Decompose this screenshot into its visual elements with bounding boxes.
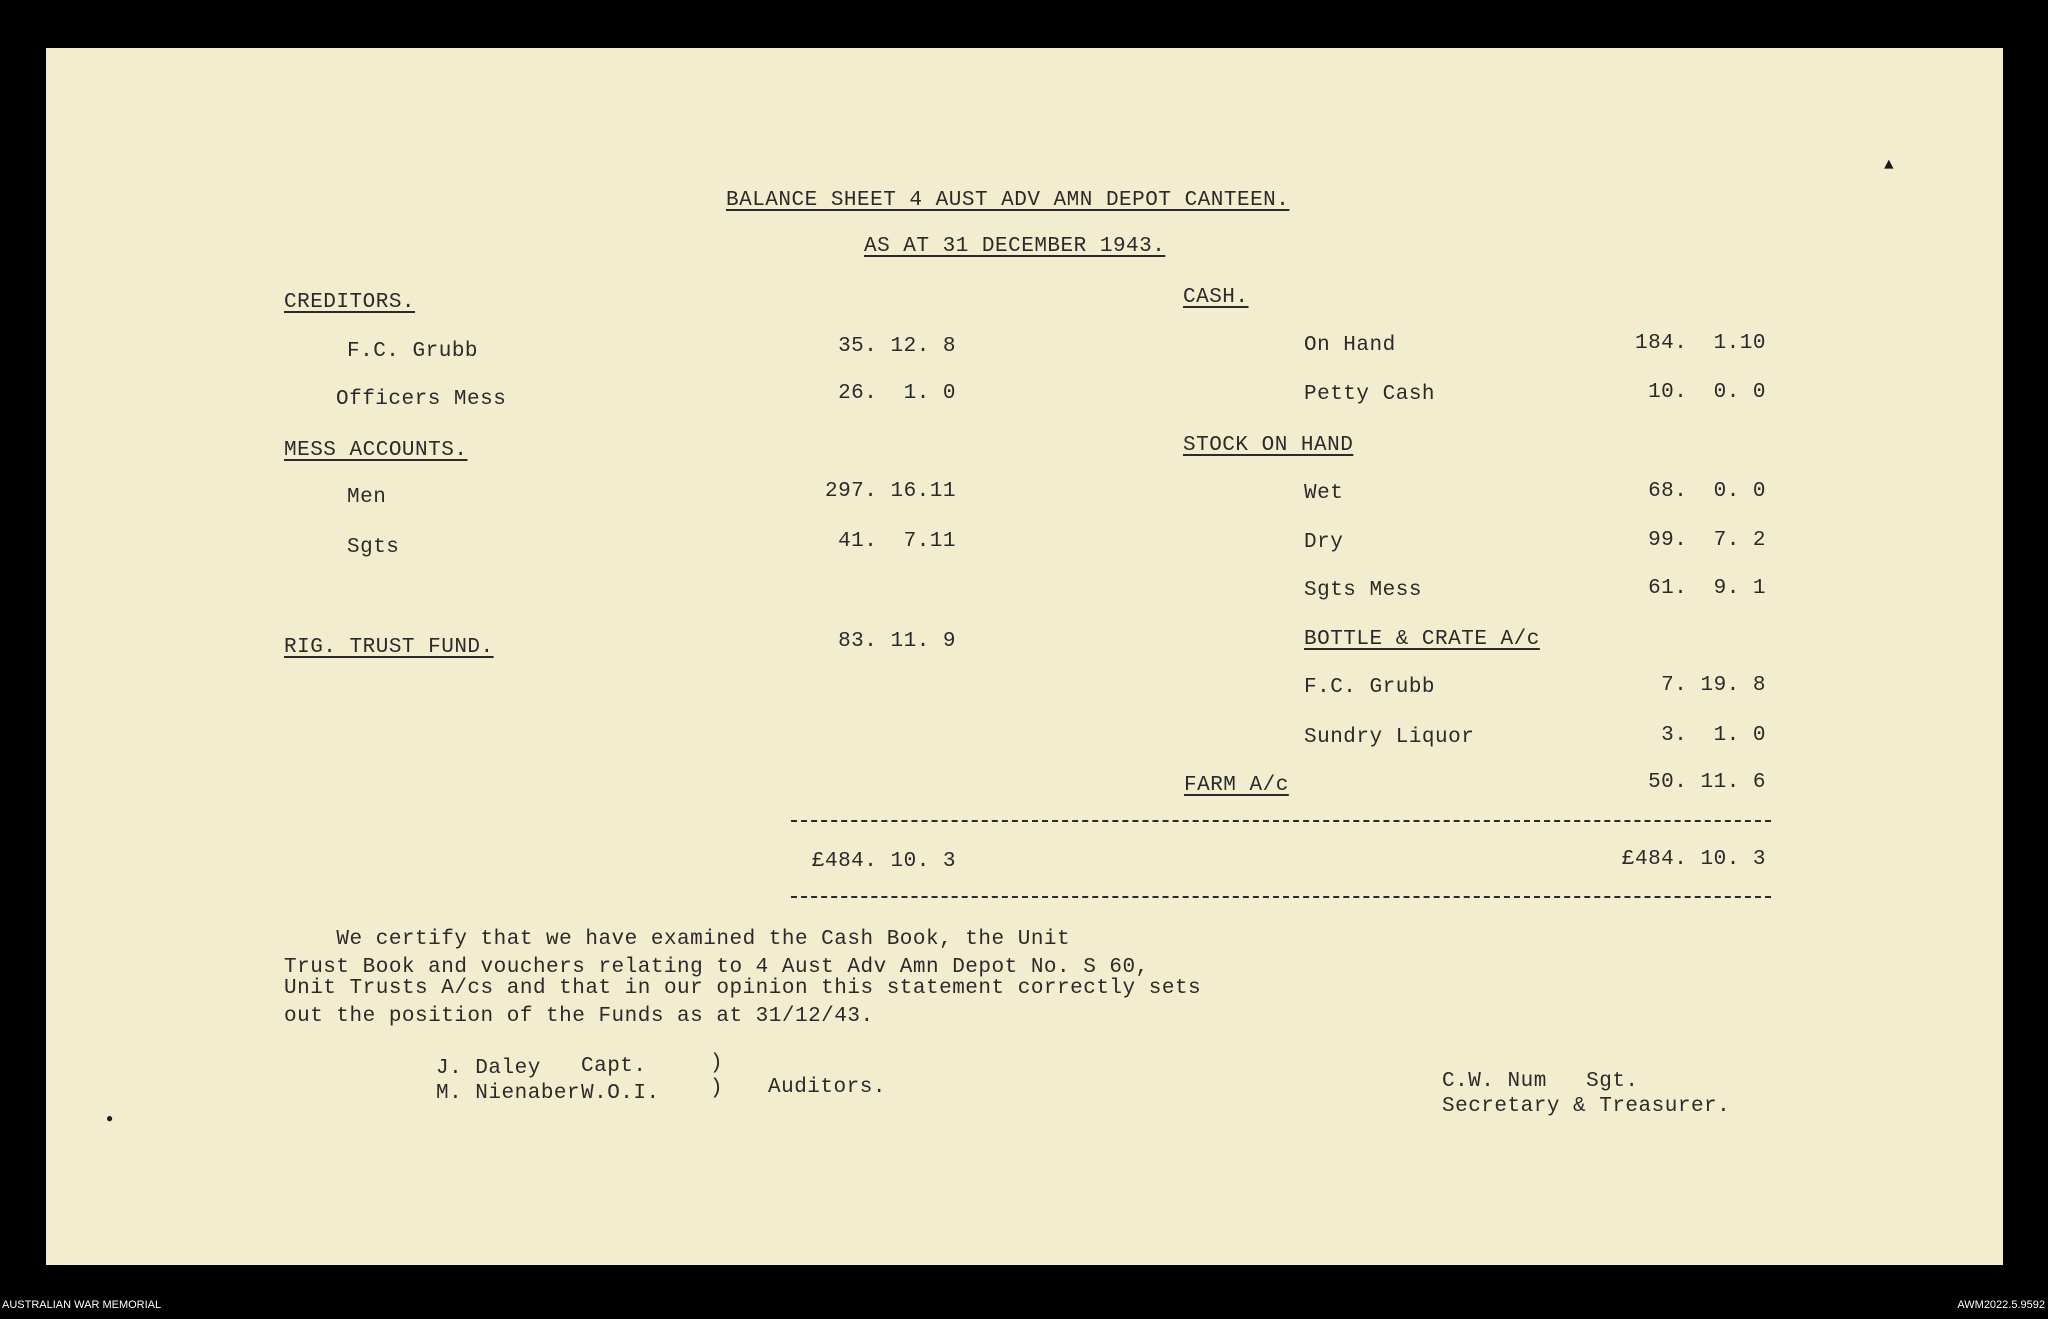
cash-amount: 184. 1.10	[1634, 332, 1766, 355]
auditor-rank: Capt.	[581, 1055, 647, 1078]
bottle-crate-amount: 3. 1. 0	[1661, 724, 1766, 747]
mess-account-name: Sgts	[347, 536, 400, 559]
mess-account-amount: 41. 7.11	[838, 530, 956, 553]
document-subtitle: AS AT 31 DECEMBER 1943.	[864, 235, 1166, 258]
mess-account-amount: 297. 16.11	[824, 480, 956, 503]
document-page	[46, 48, 2003, 1265]
mess-accounts-heading: MESS ACCOUNTS.	[284, 439, 468, 462]
cash-heading: CASH.	[1183, 286, 1249, 309]
bracket: )	[710, 1052, 724, 1075]
ink-mark: ▲	[1884, 156, 1894, 174]
certification-line: out the position of the Funds as at 31/12/43.	[284, 1005, 874, 1028]
auditors-label: Auditors.	[768, 1076, 886, 1099]
cash-amount: 10. 0. 0	[1648, 381, 1766, 404]
total-rule-bottom	[791, 896, 1771, 898]
farm-amount: 50. 11. 6	[1648, 771, 1766, 794]
cash-name: On Hand	[1304, 334, 1396, 357]
right-total: £484. 10. 3	[1621, 848, 1766, 871]
footer-reference: AWM2022.5.9592	[1957, 1299, 2045, 1311]
certification-line: We certify that we have examined the Cash Book, the Unit	[284, 928, 1071, 951]
farm-heading: FARM A/c	[1184, 774, 1289, 797]
creditor-name: F.C. Grubb	[347, 340, 479, 363]
bottle-crate-name: F.C. Grubb	[1304, 676, 1436, 699]
trust-fund-amount: 83. 11. 9	[838, 630, 956, 653]
stock-amount: 61. 9. 1	[1648, 577, 1766, 600]
bottle-crate-name: Sundry Liquor	[1304, 726, 1475, 749]
ink-mark: ●	[106, 1112, 114, 1126]
total-rule-top	[791, 820, 1771, 822]
stock-heading: STOCK ON HAND	[1183, 434, 1354, 457]
bracket: )	[710, 1077, 724, 1100]
auditor-name: M. Nienaber	[436, 1082, 581, 1105]
creditors-heading: CREDITORS.	[284, 291, 416, 314]
left-total: £484. 10. 3	[811, 850, 956, 873]
certification-line: Trust Book and vouchers relating to 4 Aust Adv Amn Depot No. S 60,	[284, 956, 1149, 979]
stock-amount: 68. 0. 0	[1648, 480, 1766, 503]
mess-account-name: Men	[347, 486, 387, 509]
stock-name: Sgts Mess	[1304, 579, 1422, 602]
creditor-name: Officers Mess	[336, 388, 507, 411]
creditor-amount: 35. 12. 8	[838, 335, 956, 358]
footer-credit: AUSTRALIAN WAR MEMORIAL	[2, 1299, 162, 1311]
bottle-crate-amount: 7. 19. 8	[1661, 674, 1766, 697]
secretary-name: C.W. Num Sgt.	[1442, 1070, 1639, 1093]
stock-name: Wet	[1304, 482, 1344, 505]
trust-fund-heading: RIG. TRUST FUND.	[284, 636, 494, 659]
secretary-title: Secretary & Treasurer.	[1442, 1095, 1731, 1118]
certification-line: Unit Trusts A/cs and that in our opinion this statement correctly sets	[284, 977, 1202, 1000]
creditor-amount: 26. 1. 0	[838, 382, 956, 405]
auditor-name: J. Daley	[436, 1057, 541, 1080]
bottle-crate-heading: BOTTLE & CRATE A/c	[1304, 628, 1540, 651]
auditor-rank: W.O.I.	[581, 1082, 660, 1105]
cash-name: Petty Cash	[1304, 383, 1436, 406]
stock-amount: 99. 7. 2	[1648, 529, 1766, 552]
document-title: BALANCE SHEET 4 AUST ADV AMN DEPOT CANTEEN.	[726, 189, 1290, 212]
footer-bar	[0, 1295, 2048, 1319]
stock-name: Dry	[1304, 531, 1344, 554]
